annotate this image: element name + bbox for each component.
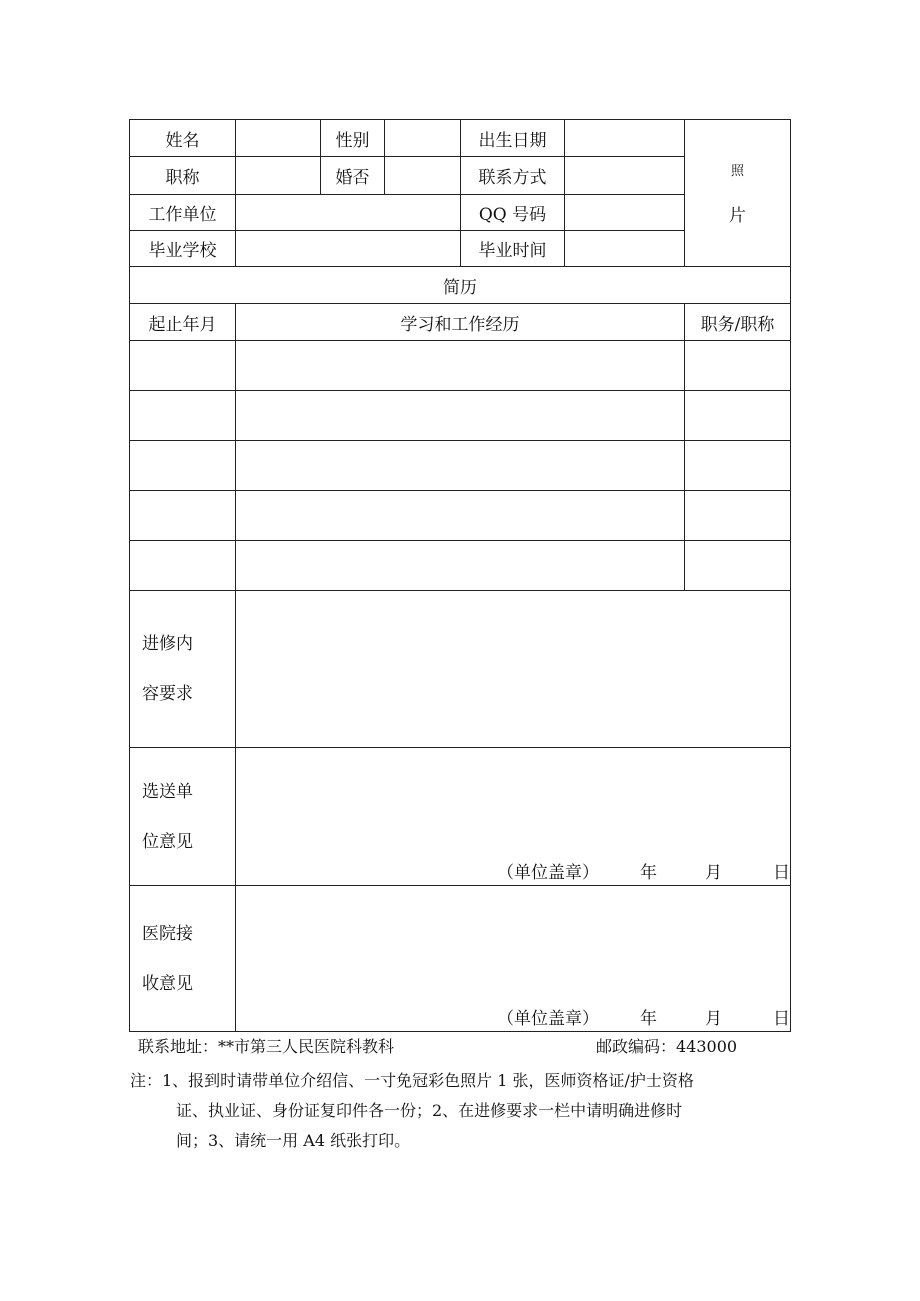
sender-label-line1: 选送单 [142,781,193,802]
period-cell[interactable] [130,441,236,491]
training-label-line2: 容要求 [142,684,193,704]
school-label: 毕业学校 [130,231,236,267]
table-row [130,391,791,441]
notes-block [130,1066,790,1156]
position-cell[interactable] [685,341,791,391]
period-cell[interactable] [130,491,236,541]
position-column-header: 职务/职称 [685,304,791,341]
experience-cell[interactable] [236,391,685,441]
sender-month: 月 [705,863,722,883]
title-label: 职称 [130,157,236,195]
gender-label: 性别 [321,120,385,157]
experience-cell[interactable] [236,341,685,391]
table-row [130,541,791,591]
note-line-3: 间；3、请统一用 A4 纸张打印。 [176,1131,411,1150]
photo-label-2: 片 [729,206,746,226]
period-cell[interactable] [130,391,236,441]
experience-column-header: 学习和工作经历 [236,304,685,341]
workplace-field[interactable] [236,195,461,231]
hospital-year: 年 [640,1009,657,1029]
sender-day: 日 [773,863,790,883]
hospital-day: 日 [773,1009,790,1029]
resume-section-title: 简历 [130,267,791,304]
qq-label: QQ 号码 [461,195,565,231]
name-field[interactable] [236,120,321,157]
sender-label-line2: 位意见 [142,831,193,852]
grad-time-field[interactable] [565,231,685,267]
contact-field[interactable] [565,157,685,195]
sender-stamp-text: （单位盖章） [497,863,599,883]
hospital-stamp-text: （单位盖章） [497,1009,599,1029]
hospital-label-line2: 收意见 [142,973,193,994]
training-content-field[interactable] [236,591,791,748]
period-cell[interactable] [130,341,236,391]
training-label-line1: 进修内 [142,634,193,654]
hospital-opinion-label [130,886,236,1032]
period-column-header: 起止年月 [130,304,236,341]
school-field[interactable] [236,231,461,267]
contact-footer [138,1034,798,1057]
photo-label-1: 照 [730,164,744,179]
experience-cell[interactable] [236,491,685,541]
grad-time-label: 毕业时间 [461,231,565,267]
training-content-label [130,591,236,748]
note-line-1: 注：1、报到时请带单位介绍信、一寸免冠彩色照片 1 张，医师资格证/护士资格 [130,1071,694,1090]
birth-date-field[interactable] [565,120,685,157]
title-field[interactable] [236,157,321,195]
position-cell[interactable] [685,491,791,541]
contact-label: 联系方式 [461,157,565,195]
hospital-opinion-field[interactable] [236,886,791,1032]
name-label: 姓名 [130,120,236,157]
sender-year: 年 [640,863,657,883]
table-row [130,441,791,491]
workplace-label: 工作单位 [130,195,236,231]
experience-cell[interactable] [236,541,685,591]
hospital-label-line1: 医院接 [142,923,193,944]
position-cell[interactable] [685,391,791,441]
photo-box [685,120,791,267]
qq-field[interactable] [565,195,685,231]
sender-opinion-label [130,748,236,886]
position-cell[interactable] [685,541,791,591]
experience-cell[interactable] [236,441,685,491]
position-cell[interactable] [685,441,791,491]
marital-label: 婚否 [321,157,385,195]
postcode: 邮政编码：443000 [596,1037,738,1056]
application-form-table [129,119,791,1032]
contact-address: 联系地址：**市第三人民医院科教科 [138,1037,395,1056]
period-cell[interactable] [130,541,236,591]
sender-opinion-field[interactable] [236,748,791,886]
marital-field[interactable] [385,157,461,195]
table-row [130,341,791,391]
note-line-2: 证、执业证、身份证复印件各一份；2、在进修要求一栏中请明确进修时 [176,1101,683,1120]
birth-date-label: 出生日期 [461,120,565,157]
gender-field[interactable] [385,120,461,157]
hospital-month: 月 [705,1009,722,1029]
table-row [130,491,791,541]
